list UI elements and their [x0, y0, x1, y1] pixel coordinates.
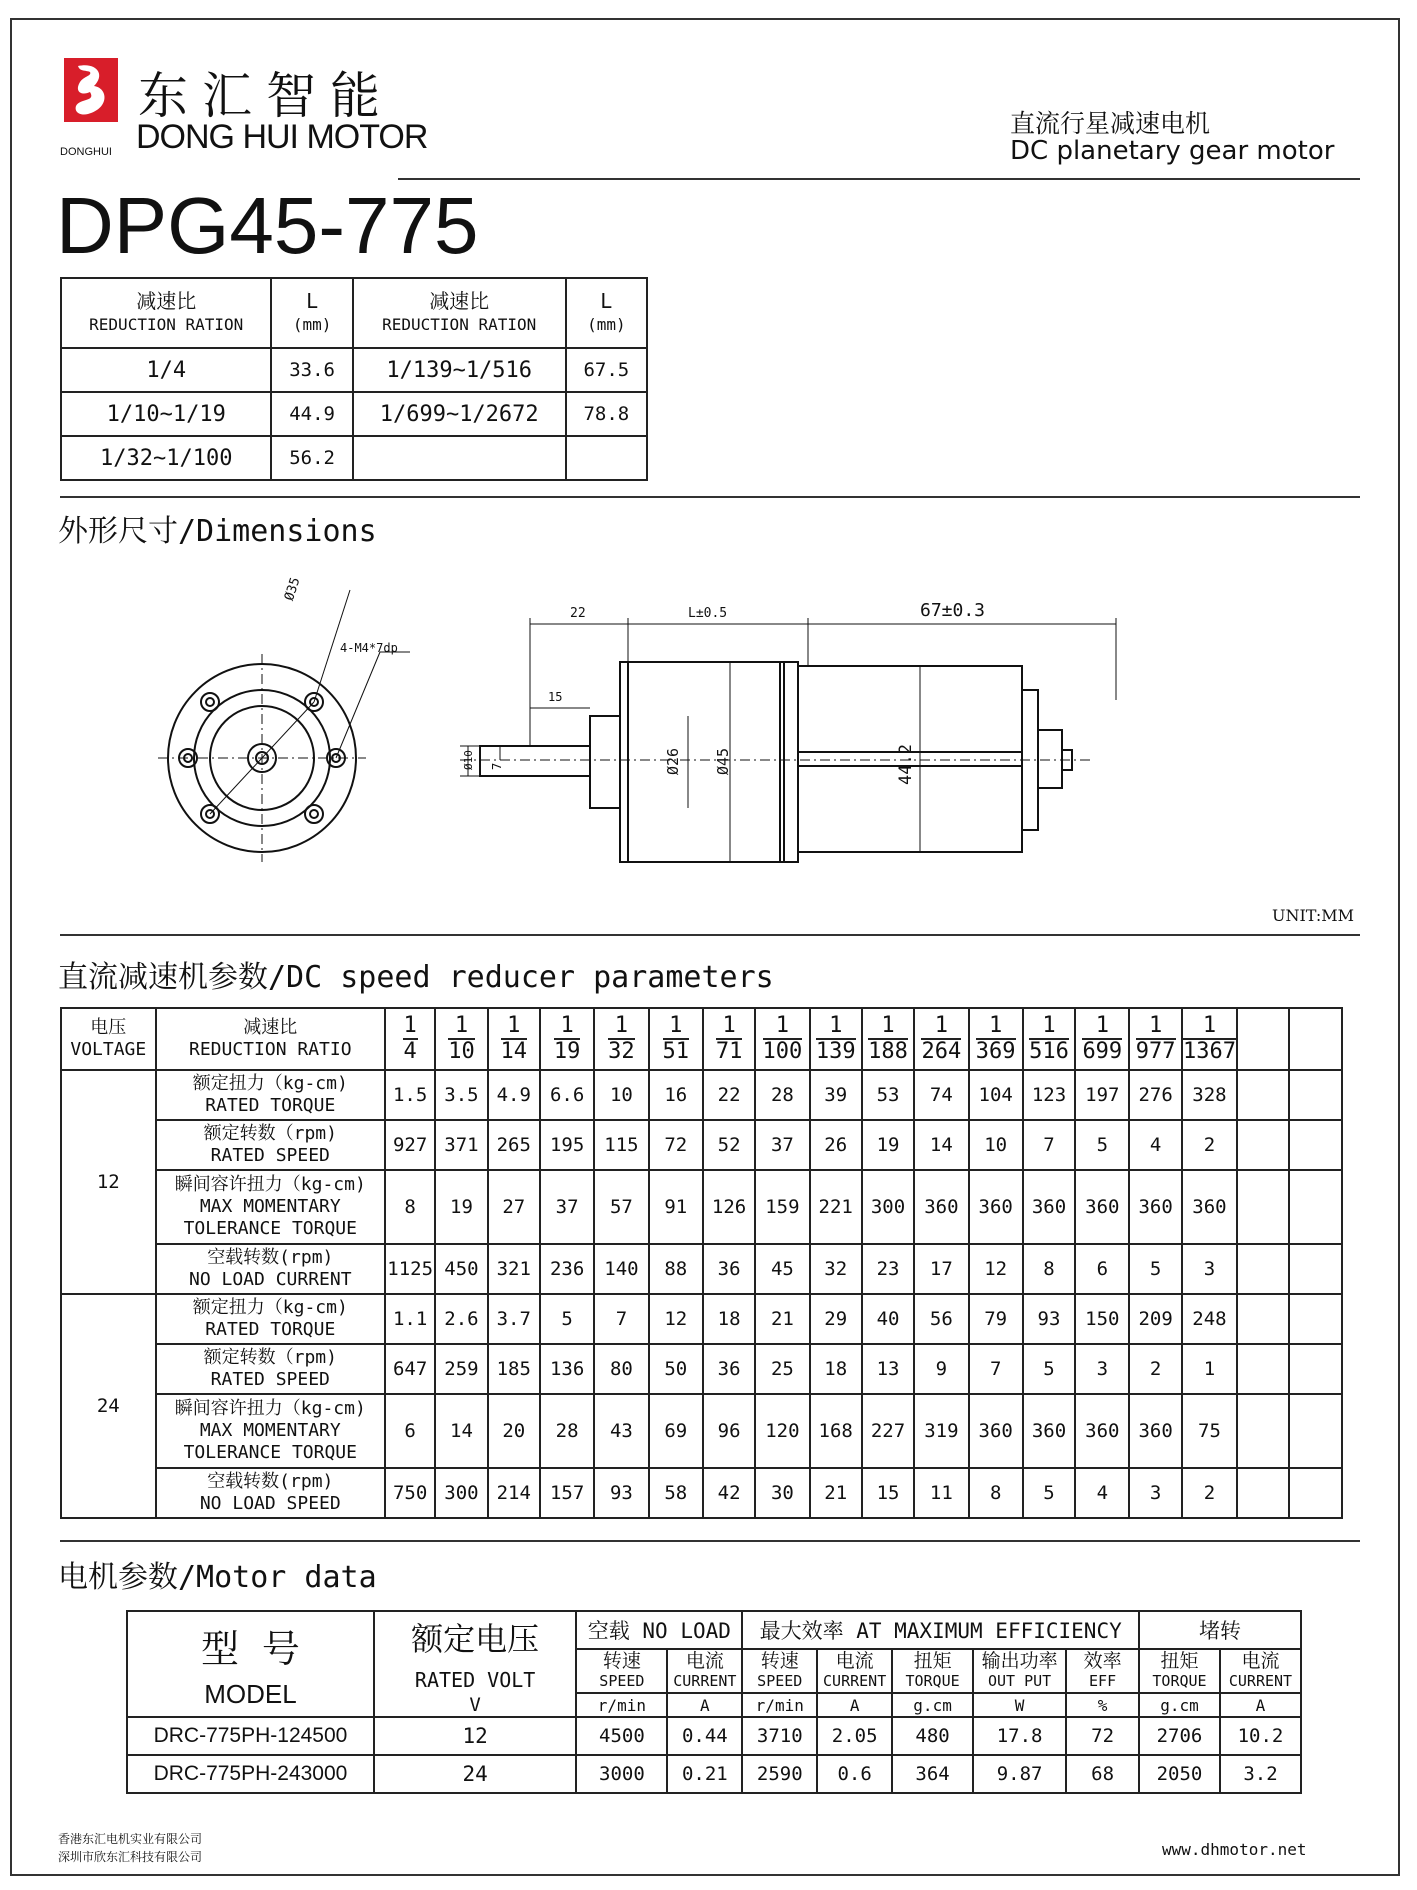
- value-cell: 45: [755, 1244, 809, 1294]
- length-header-1: L (mm): [271, 278, 352, 348]
- value-cell: 1125: [385, 1244, 435, 1294]
- value-cell: 360: [1129, 1394, 1181, 1468]
- value-cell: 6: [385, 1394, 435, 1468]
- value-cell: 72: [1066, 1717, 1139, 1755]
- value-cell: 69: [649, 1394, 703, 1468]
- motor-unit: r/min: [742, 1693, 817, 1717]
- motor-sub-header: 转速 SPEED: [742, 1649, 817, 1693]
- label-phi26: Ø26: [664, 747, 682, 775]
- label-len15: 15: [548, 690, 563, 704]
- table-row: [61, 1120, 1342, 1170]
- value-cell: 16: [649, 1070, 703, 1120]
- value-cell: 214: [488, 1468, 540, 1518]
- value-cell: 96: [703, 1394, 755, 1468]
- volt-header: 额定电压 RATED VOLT: [374, 1611, 576, 1693]
- value-cell-empty: [1289, 1120, 1342, 1170]
- ratio-header-1: 减速比 REDUCTION RATION: [61, 278, 271, 348]
- ratio-header-2: 减速比 REDUCTION RATION: [353, 278, 566, 348]
- value-cell: 21: [810, 1468, 862, 1518]
- ratio-cell: $\frac{1}{977}$: [1129, 1008, 1181, 1070]
- voltage-header: 电压 VOLTAGE: [61, 1008, 156, 1070]
- ratio-cell: $\frac{1}{139}$: [810, 1008, 862, 1070]
- label-phi35: Ø35: [282, 575, 304, 603]
- ratio-cell: $\frac{1}{188}$: [862, 1008, 914, 1070]
- value-cell: 185: [488, 1344, 540, 1394]
- value-cell: 360: [1182, 1170, 1237, 1244]
- ratio-cell: $\frac{1}{10}$: [435, 1008, 487, 1070]
- logo-en: DONG HUI MOTOR: [136, 118, 428, 156]
- value-cell: 4500: [576, 1717, 667, 1755]
- table-row: [61, 1468, 1342, 1518]
- value-cell: 37: [755, 1120, 809, 1170]
- value-cell: 236: [540, 1244, 594, 1294]
- value-cell-empty: [1289, 1170, 1342, 1244]
- website: www.dhmotor.net: [1162, 1840, 1307, 1859]
- value-cell: 37: [540, 1170, 594, 1244]
- model-cell: DRC-775PH-124500: [127, 1717, 374, 1755]
- value-cell: 93: [1023, 1294, 1075, 1344]
- value-cell: 276: [1129, 1070, 1181, 1120]
- value-cell: 7: [1023, 1120, 1075, 1170]
- value-cell: 42: [703, 1468, 755, 1518]
- table-row: [61, 1394, 1342, 1468]
- value-cell: 2.6: [435, 1294, 487, 1344]
- cell: 1/139~1/516: [353, 348, 566, 392]
- value-cell: 5: [540, 1294, 594, 1344]
- value-cell: 157: [540, 1468, 594, 1518]
- value-cell: 8: [969, 1468, 1023, 1518]
- value-cell-empty: [1237, 1394, 1289, 1468]
- value-cell: 28: [755, 1070, 809, 1120]
- value-cell: 2706: [1139, 1717, 1220, 1755]
- cell: 78.8: [566, 392, 647, 436]
- value-cell: 227: [862, 1394, 914, 1468]
- ratio-cell: $\frac{1}{51}$: [649, 1008, 703, 1070]
- cell: 56.2: [271, 436, 352, 480]
- value-cell-empty: [1237, 1294, 1289, 1344]
- ratio-header: 减速比 REDUCTION RATIO: [156, 1008, 385, 1070]
- value-cell: 300: [435, 1468, 487, 1518]
- value-cell: 57: [594, 1170, 648, 1244]
- cell: 44.9: [271, 392, 352, 436]
- logo-cn: 东汇智能: [138, 67, 394, 125]
- value-cell: 7: [969, 1344, 1023, 1394]
- value-cell: 5: [1023, 1468, 1075, 1518]
- motor-table: [126, 1610, 1302, 1794]
- value-cell: 29: [810, 1294, 862, 1344]
- ratio-cell: $\frac{1}{516}$: [1023, 1008, 1075, 1070]
- value-cell: 9: [914, 1344, 968, 1394]
- param-label: 空载转数(rpm) NO LOAD CURRENT: [156, 1244, 385, 1294]
- value-cell: 91: [649, 1170, 703, 1244]
- ratio-cell: $\frac{1}{100}$: [755, 1008, 809, 1070]
- title-cn: 直流行星减速电机: [1010, 109, 1211, 138]
- value-cell: 1.1: [385, 1294, 435, 1344]
- label-phi10: Ø10: [462, 750, 475, 770]
- value-cell: 4: [1129, 1120, 1181, 1170]
- motor-title: 电机参数/Motor data: [58, 1560, 377, 1595]
- param-label: 瞬间容许扭力（kg-cm) MAX MOMENTARY TOLERANCE TORQUE: [156, 1170, 385, 1244]
- value-cell: 126: [703, 1170, 755, 1244]
- value-cell: 2: [1182, 1120, 1237, 1170]
- value-cell: 18: [703, 1294, 755, 1344]
- motor-sub-header: 电流 CURRENT: [1220, 1649, 1301, 1693]
- value-cell: 328: [1182, 1070, 1237, 1120]
- ratio-cell: $\frac{1}{4}$: [385, 1008, 435, 1070]
- motor-unit: W: [973, 1693, 1066, 1717]
- value-cell: 168: [810, 1394, 862, 1468]
- label-phi45: Ø45: [714, 747, 732, 775]
- ratio-cell: $\frac{1}{19}$: [540, 1008, 594, 1070]
- model-header: 型 号 MODEL: [127, 1611, 374, 1717]
- value-cell: 195: [540, 1120, 594, 1170]
- value-cell: 209: [1129, 1294, 1181, 1344]
- rule-params: [60, 934, 1360, 936]
- value-cell: 6: [1075, 1244, 1129, 1294]
- value-cell: 2050: [1139, 1755, 1220, 1793]
- value-cell: 480: [892, 1717, 973, 1755]
- value-cell: 3000: [576, 1755, 667, 1793]
- param-label: 额定转数（rpm) RATED SPEED: [156, 1344, 385, 1394]
- value-cell: 40: [862, 1294, 914, 1344]
- value-cell: 9.87: [973, 1755, 1066, 1793]
- value-cell-empty: [1289, 1244, 1342, 1294]
- value-cell: 197: [1075, 1070, 1129, 1120]
- value-cell: 74: [914, 1070, 968, 1120]
- motor-unit: g.cm: [892, 1693, 973, 1717]
- value-cell-empty: [1237, 1344, 1289, 1394]
- logo-small: DONGHUI: [60, 146, 112, 158]
- table-row: [127, 1755, 1301, 1793]
- rule-motor: [60, 1540, 1360, 1542]
- value-cell-empty: [1237, 1120, 1289, 1170]
- value-cell: 360: [1129, 1170, 1181, 1244]
- value-cell: 927: [385, 1120, 435, 1170]
- value-cell: 0.6: [817, 1755, 892, 1793]
- noload-header: 空载 NO LOAD: [576, 1611, 742, 1649]
- param-label: 额定扭力（kg-cm) RATED TORQUE: [156, 1070, 385, 1120]
- value-cell: 104: [969, 1070, 1023, 1120]
- value-cell: 360: [1023, 1394, 1075, 1468]
- value-cell: 360: [1075, 1394, 1129, 1468]
- value-cell: 36: [703, 1344, 755, 1394]
- motor-sub-header: 扭矩 TORQUE: [1139, 1649, 1220, 1693]
- value-cell: 88: [649, 1244, 703, 1294]
- voltage-cell: 24: [61, 1294, 156, 1518]
- value-cell: 43: [594, 1394, 648, 1468]
- ratio-table: [60, 277, 648, 481]
- value-cell: 136: [540, 1344, 594, 1394]
- value-cell: 3.7: [488, 1294, 540, 1344]
- value-cell: 19: [862, 1120, 914, 1170]
- value-cell: 15: [862, 1468, 914, 1518]
- cell: 33.6: [271, 348, 352, 392]
- value-cell: 300: [862, 1170, 914, 1244]
- motor-unit: A: [667, 1693, 742, 1717]
- value-cell: 360: [1023, 1170, 1075, 1244]
- volt-unit: V: [374, 1693, 576, 1717]
- value-cell: 12: [969, 1244, 1023, 1294]
- model-title: DPG45-775: [56, 181, 479, 270]
- company-1: 香港东汇电机实业有限公司: [58, 1832, 203, 1846]
- value-cell: 259: [435, 1344, 487, 1394]
- ratio-cell: $\frac{1}{71}$: [703, 1008, 755, 1070]
- value-cell: 2590: [742, 1755, 817, 1793]
- logo-mark: [60, 52, 122, 144]
- value-cell: 93: [594, 1468, 648, 1518]
- value-cell: 10: [594, 1070, 648, 1120]
- value-cell: 321: [488, 1244, 540, 1294]
- value-cell: 1: [1182, 1344, 1237, 1394]
- value-cell: 12: [374, 1717, 576, 1755]
- value-cell: 4: [1075, 1468, 1129, 1518]
- company-2: 深圳市欣东汇科技有限公司: [58, 1850, 203, 1864]
- value-cell: 58: [649, 1468, 703, 1518]
- value-cell-empty: [1237, 1244, 1289, 1294]
- value-cell: 26: [810, 1120, 862, 1170]
- motor-sub-header: 效率 EFF: [1066, 1649, 1139, 1693]
- value-cell: 22: [703, 1070, 755, 1120]
- value-cell: 18: [810, 1344, 862, 1394]
- value-cell: 360: [1075, 1170, 1129, 1244]
- value-cell-empty: [1289, 1468, 1342, 1518]
- motor-unit: %: [1066, 1693, 1139, 1717]
- value-cell: 50: [649, 1344, 703, 1394]
- motor-unit: A: [1220, 1693, 1301, 1717]
- maxeff-header: 最大效率 AT MAXIMUM EFFICIENCY: [742, 1611, 1139, 1649]
- param-label: 瞬间容许扭力（kg-cm) MAX MOMENTARY TOLERANCE TORQUE: [156, 1394, 385, 1468]
- value-cell: 12: [649, 1294, 703, 1344]
- value-cell: 8: [385, 1170, 435, 1244]
- ratio-cell: $\frac{1}{14}$: [488, 1008, 540, 1070]
- value-cell: 72: [649, 1120, 703, 1170]
- value-cell-empty: [1289, 1070, 1342, 1120]
- unit-label: UNIT:MM: [1272, 906, 1355, 925]
- cell: [353, 436, 566, 480]
- stall-header: 堵转: [1139, 1611, 1301, 1649]
- value-cell-empty: [1237, 1468, 1289, 1518]
- cell: 1/32~1/100: [61, 436, 271, 480]
- value-cell: 32: [810, 1244, 862, 1294]
- value-cell: 2.05: [817, 1717, 892, 1755]
- value-cell: 2: [1182, 1468, 1237, 1518]
- table-row: [61, 436, 647, 480]
- value-cell: 140: [594, 1244, 648, 1294]
- value-cell: 27: [488, 1170, 540, 1244]
- value-cell: 24: [374, 1755, 576, 1793]
- param-label: 空载转数(rpm) NO LOAD SPEED: [156, 1468, 385, 1518]
- value-cell: 20: [488, 1394, 540, 1468]
- ratio-cell: $\frac{1}{369}$: [969, 1008, 1023, 1070]
- value-cell: 5: [1023, 1344, 1075, 1394]
- length-header-2: L (mm): [566, 278, 647, 348]
- table-row: [61, 1344, 1342, 1394]
- model-cell: DRC-775PH-243000: [127, 1755, 374, 1793]
- label-lenL: L±0.5: [688, 606, 728, 621]
- params-table: [60, 1007, 1343, 1519]
- value-cell: 159: [755, 1170, 809, 1244]
- value-cell: 52: [703, 1120, 755, 1170]
- value-cell: 0.44: [667, 1717, 742, 1755]
- label-seven: 7: [490, 762, 504, 770]
- value-cell: 4.9: [488, 1070, 540, 1120]
- value-cell: 80: [594, 1344, 648, 1394]
- label-h442: 44.2: [896, 744, 916, 785]
- value-cell: 17: [914, 1244, 968, 1294]
- ratio-cell-empty: [1237, 1008, 1289, 1070]
- value-cell: 21: [755, 1294, 809, 1344]
- params-title: 直流减速机参数/DC speed reducer parameters: [58, 960, 774, 995]
- value-cell: 11: [914, 1468, 968, 1518]
- value-cell: 14: [435, 1394, 487, 1468]
- value-cell: 3.5: [435, 1070, 487, 1120]
- value-cell: 5: [1129, 1244, 1181, 1294]
- cell: 1/4: [61, 348, 271, 392]
- value-cell: 265: [488, 1120, 540, 1170]
- motor-unit: r/min: [576, 1693, 667, 1717]
- table-row: [61, 1170, 1342, 1244]
- value-cell: 17.8: [973, 1717, 1066, 1755]
- motor-sub-header: 输出功率 OUT PUT: [973, 1649, 1066, 1693]
- value-cell: 30: [755, 1468, 809, 1518]
- value-cell: 13: [862, 1344, 914, 1394]
- value-cell: 360: [969, 1394, 1023, 1468]
- value-cell: 115: [594, 1120, 648, 1170]
- value-cell: 3: [1182, 1244, 1237, 1294]
- value-cell: 39: [810, 1070, 862, 1120]
- value-cell: 56: [914, 1294, 968, 1344]
- value-cell: 5: [1075, 1120, 1129, 1170]
- cell: 1/10~1/19: [61, 392, 271, 436]
- motor-sub-header: 电流 CURRENT: [667, 1649, 742, 1693]
- value-cell: 0.21: [667, 1755, 742, 1793]
- motor-sub-header: 电流 CURRENT: [817, 1649, 892, 1693]
- value-cell-empty: [1237, 1070, 1289, 1120]
- header-rule: [398, 178, 1360, 180]
- value-cell: 120: [755, 1394, 809, 1468]
- cell: 1/699~1/2672: [353, 392, 566, 436]
- value-cell: 53: [862, 1070, 914, 1120]
- value-cell: 364: [892, 1755, 973, 1793]
- cell: [566, 436, 647, 480]
- value-cell: 3: [1075, 1344, 1129, 1394]
- motor-sub-header: 转速 SPEED: [576, 1649, 667, 1693]
- value-cell-empty: [1237, 1170, 1289, 1244]
- param-label: 额定转数（rpm) RATED SPEED: [156, 1120, 385, 1170]
- table-row: [127, 1717, 1301, 1755]
- value-cell: 319: [914, 1394, 968, 1468]
- title-en: DC planetary gear motor: [1010, 136, 1335, 166]
- value-cell-empty: [1289, 1294, 1342, 1344]
- table-row: [61, 392, 647, 436]
- value-cell: 23: [862, 1244, 914, 1294]
- value-cell: 123: [1023, 1070, 1075, 1120]
- value-cell-empty: [1289, 1394, 1342, 1468]
- dimensions-title: 外形尺寸/Dimensions: [58, 514, 377, 549]
- motor-unit: A: [817, 1693, 892, 1717]
- label-holes: 4-M4*7dp: [340, 641, 398, 655]
- value-cell: 360: [914, 1170, 968, 1244]
- value-cell: 750: [385, 1468, 435, 1518]
- ratio-cell: $\frac{1}{32}$: [594, 1008, 648, 1070]
- value-cell: 75: [1182, 1394, 1237, 1468]
- value-cell: 450: [435, 1244, 487, 1294]
- table-row: [61, 1070, 1342, 1120]
- value-cell-empty: [1289, 1344, 1342, 1394]
- table-row: [61, 1244, 1342, 1294]
- value-cell: 36: [703, 1244, 755, 1294]
- value-cell: 6.6: [540, 1070, 594, 1120]
- value-cell: 19: [435, 1170, 487, 1244]
- value-cell: 3: [1129, 1468, 1181, 1518]
- value-cell: 647: [385, 1344, 435, 1394]
- voltage-cell: 12: [61, 1070, 156, 1294]
- value-cell: 14: [914, 1120, 968, 1170]
- value-cell: 79: [969, 1294, 1023, 1344]
- ratio-cell: $\frac{1}{264}$: [914, 1008, 968, 1070]
- value-cell: 371: [435, 1120, 487, 1170]
- front-view-drawing: [150, 580, 460, 880]
- table-row: [61, 1294, 1342, 1344]
- rule-dimensions: [60, 496, 1360, 498]
- table-row: [61, 348, 647, 392]
- value-cell: 10: [969, 1120, 1023, 1170]
- value-cell: 7: [594, 1294, 648, 1344]
- value-cell: 150: [1075, 1294, 1129, 1344]
- value-cell: 68: [1066, 1755, 1139, 1793]
- cell: 67.5: [566, 348, 647, 392]
- value-cell: 221: [810, 1170, 862, 1244]
- value-cell: 10.2: [1220, 1717, 1301, 1755]
- value-cell: 1.5: [385, 1070, 435, 1120]
- value-cell: 3710: [742, 1717, 817, 1755]
- value-cell: 360: [969, 1170, 1023, 1244]
- value-cell: 3.2: [1220, 1755, 1301, 1793]
- motor-unit: g.cm: [1139, 1693, 1220, 1717]
- value-cell: 2: [1129, 1344, 1181, 1394]
- label-len22: 22: [570, 606, 586, 621]
- ratio-cell: $\frac{1}{699}$: [1075, 1008, 1129, 1070]
- side-view-drawing: [460, 590, 1160, 880]
- ratio-cell-empty: [1289, 1008, 1342, 1070]
- motor-sub-header: 扭矩 TORQUE: [892, 1649, 973, 1693]
- param-label: 额定扭力（kg-cm) RATED TORQUE: [156, 1294, 385, 1344]
- ratio-cell: $\frac{1}{1367}$: [1182, 1008, 1237, 1070]
- value-cell: 8: [1023, 1244, 1075, 1294]
- value-cell: 248: [1182, 1294, 1237, 1344]
- label-len67: 67±0.3: [920, 600, 986, 621]
- value-cell: 28: [540, 1394, 594, 1468]
- value-cell: 25: [755, 1344, 809, 1394]
